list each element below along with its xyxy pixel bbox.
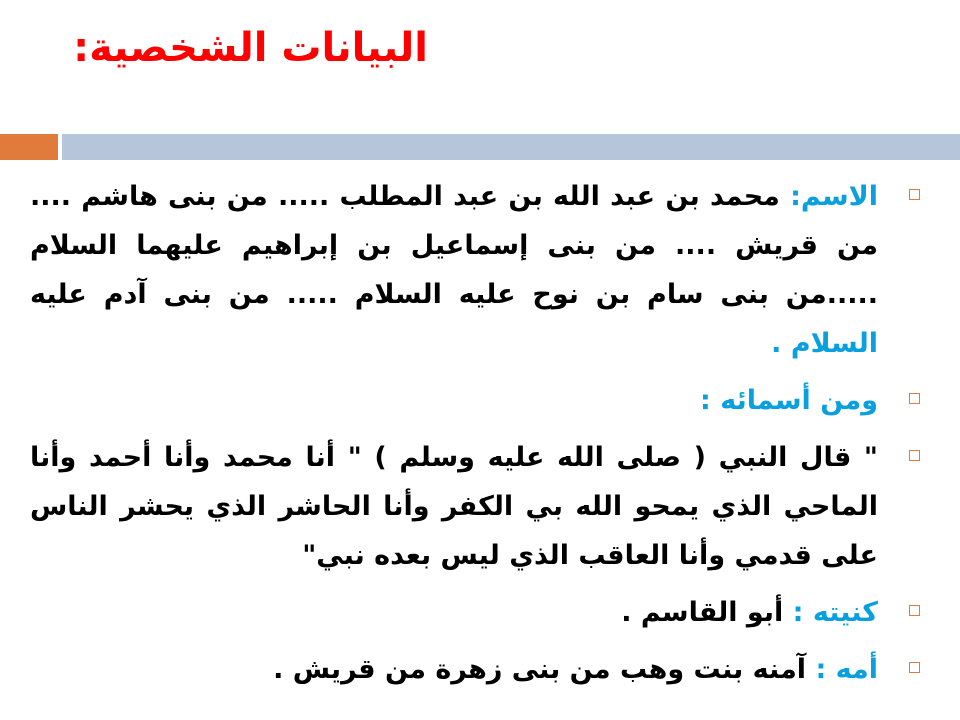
list-item-kunya (30, 588, 920, 637)
item-label: الاسم: (790, 181, 878, 212)
item-text: " قال النبي ( صلى الله عليه وسلم ) " أنا محمد وأنا أحمد وأنا الماحي الذي يمحو الله بي الكفر وأنا الحاشر الذي يحشر الناس على قدمي وأنا العاقب الذي ليس بعده نبي" (30, 442, 878, 571)
square-bullet-icon (909, 393, 920, 404)
square-bullet-icon (909, 450, 920, 461)
item-label: كنيته : (792, 597, 878, 628)
list-item-hadith (30, 433, 920, 580)
square-bullet-icon (909, 189, 920, 200)
list-item-name (30, 172, 920, 368)
header-bar (62, 134, 960, 160)
item-text: آمنه بنت وهب من بنى زهرة من قريش . (273, 654, 816, 685)
item-label: أمه : (815, 654, 878, 685)
bullet-list (30, 172, 920, 702)
header-bar-accent (0, 134, 58, 160)
slide-title: البيانات الشخصية: (73, 25, 428, 71)
item-text: أبو القاسم . (621, 597, 793, 628)
square-bullet-icon (909, 605, 920, 616)
item-text: محمد بن عبد الله بن عبد المطلب ..... من بنى هاشم .... من قريش .... من بنى إسماعيل بن إبراهيم عليهما السلام .....من بنى سام بن نوح عليه السلام ..... من بنى آدم عليه (30, 181, 878, 310)
list-item-names (30, 376, 920, 425)
item-text-accent: السلام . (771, 328, 878, 359)
square-bullet-icon (909, 662, 920, 673)
list-item-mother (30, 645, 920, 694)
item-label: ومن أسمائه : (700, 385, 878, 416)
